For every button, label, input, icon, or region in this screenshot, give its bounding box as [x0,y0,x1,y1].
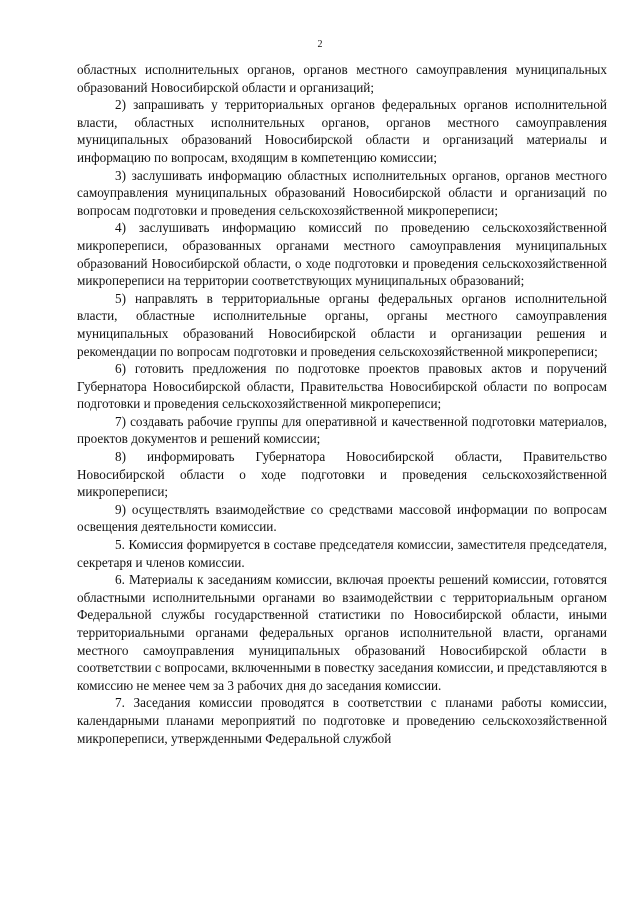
paragraph-item-5: 5) направлять в территориальные органы федеральных органов исполнительной власти, областные исполнительные органы, органы местного самоуправления муниципальных образований Новосибирской области и организации решения и рекомендации по вопросам подготовки и проведения сельскохозяйственной микропереписи; [77,290,607,359]
paragraph-item-2: 2) запрашивать у территориальных органов федеральных органов исполнительной власти, областных исполнительных органов, органов местного самоуправления муниципальных образований Новосибирской области и организаций материалы и информацию по вопросам, входящим в компетенцию комиссии; [77,97,607,165]
document-body [77,61,607,747]
page-number: 2 [317,39,323,50]
paragraph-item-4: 4) заслушивать информацию комиссий по проведению сельскохозяйственной микропереписи, образованных органами местного самоуправления муниципальных образований Новосибирской области, о ходе подготовки и проведения сельскохозяйственной микропереписи на территории соответствующих муниципальных образований; [77,220,607,289]
paragraph-item-9: 9) осуществлять взаимодействие со средствами массовой информации по вопросам освещения деятельности комиссии. [77,501,607,535]
paragraph-section-6: 6. Материалы к заседаниям комиссии, включая проекты решений комиссии, готовятся областными исполнительными органами во взаимодействии с территориальным органом Федеральной службы государственной статистики по Новосибирской области, иными территориальными органами федеральных органов исполнительной власти, органами местного самоуправления муниципальных образований Новосибирской области в соответствии с вопросами, включенными в повестку заседания комиссии, и представляются в комиссию не менее чем за 3 рабочих дня до заседания комиссии. [77,572,607,693]
paragraph-item-3: 3) заслушивать информацию областных исполнительных органов, органов местного самоуправления муниципальных образований Новосибирской области и организаций по вопросам подготовки и проведения сельскохозяйственной микропереписи; [77,167,607,218]
paragraph-item-8: 8) информировать Губернатора Новосибирской области, Правительство Новосибирской области о ходе подготовки и проведения сельскохозяйственной микропереписи; [77,449,607,500]
paragraph-item-7: 7) создавать рабочие группы для оперативной и качественной подготовки материалов, проектов документов и решений комиссии; [77,413,607,447]
paragraph-item-6: 6) готовить предложения по подготовке проектов правовых актов и поручений Губернатора Новосибирской области, Правительства Новосибирской области по вопросам подготовки и проведения сельскохозяйственной микропереписи; [77,361,607,412]
paragraph-section-5: 5. Комиссия формируется в составе председателя комиссии, заместителя председателя, секретаря и членов комиссии. [77,537,607,570]
paragraph-continuation: областных исполнительных органов, органов местного самоуправления муниципальных образований Новосибирской области и организаций; [77,62,607,95]
paragraph-section-7: 7. Заседания комиссии проводятся в соответствии с планами работы комиссии, календарными планами мероприятий по подготовке и проведению сельскохозяйственной микропереписи, утвержденными Федеральной службой [77,695,607,746]
